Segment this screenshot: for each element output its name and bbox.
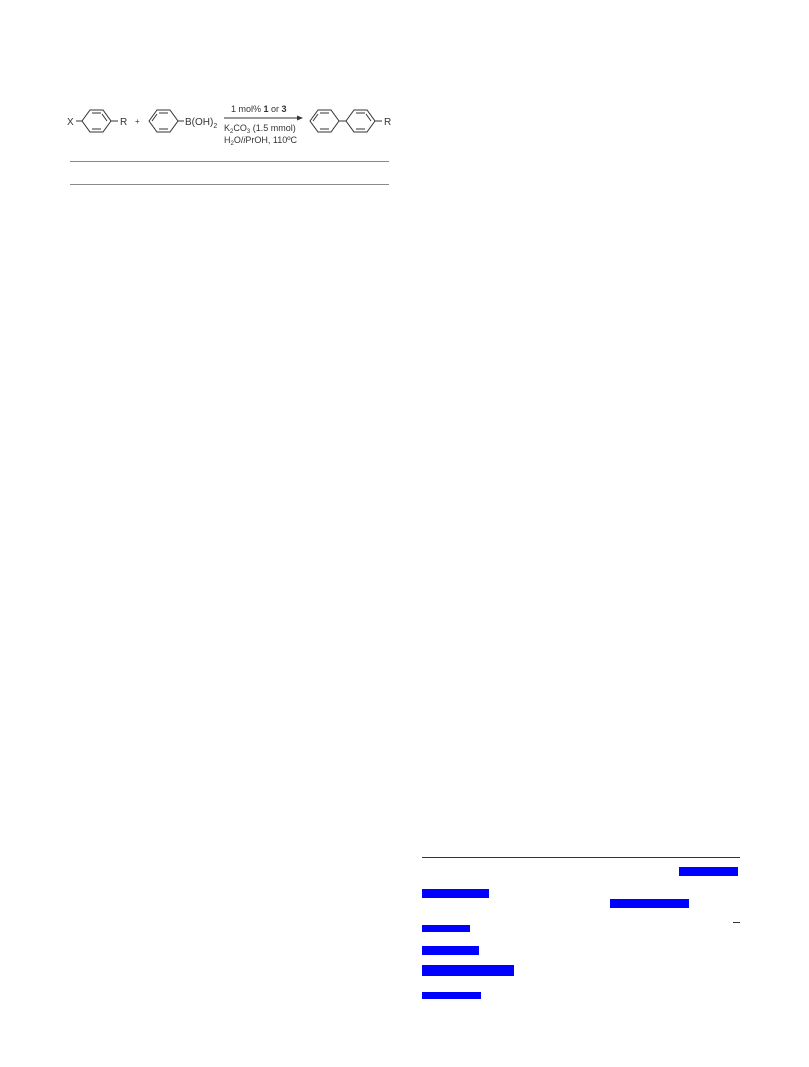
footnote-link-2[interactable] xyxy=(422,889,489,898)
product-benzene-ring-1 xyxy=(310,110,339,132)
conditions-base: $K_2CO_3$ (1.5 mmol) xyxy=(224,123,296,135)
boronic-acid-label: $B(OH)_2$ xyxy=(185,117,218,130)
footnotes-divider xyxy=(422,857,740,858)
footnote-link-1[interactable] xyxy=(679,867,738,876)
plus-sign: + xyxy=(135,117,140,126)
footnote-link-7[interactable] xyxy=(422,965,514,976)
reaction-scheme xyxy=(0,0,809,200)
footnote-link-8[interactable] xyxy=(422,992,481,999)
footnote-link-4-underline[interactable] xyxy=(733,922,740,923)
table-bottom-rule xyxy=(70,184,389,185)
conditions-catalyst: 1 mol% 1 or 3 xyxy=(231,104,287,114)
reactant2-benzene-ring xyxy=(149,110,178,132)
footnote-link-6[interactable] xyxy=(422,946,479,955)
conditions-solvent: $H_2O$/iPrOH, 110ºC xyxy=(224,135,297,147)
reactant1-r-label: R xyxy=(120,117,128,128)
product-benzene-ring-2 xyxy=(346,110,375,132)
product-r-label: R xyxy=(384,117,392,128)
footnote-link-5[interactable] xyxy=(422,925,470,932)
reactant1-x-label: X xyxy=(67,117,74,128)
footnote-link-3[interactable] xyxy=(610,899,689,908)
table-top-rule xyxy=(70,161,389,162)
reactant1-benzene-ring xyxy=(82,110,111,132)
